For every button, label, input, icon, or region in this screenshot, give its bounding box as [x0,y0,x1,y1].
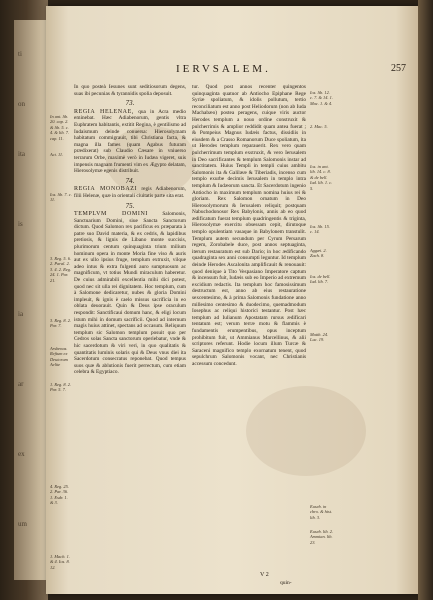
margin-note: 1. Reg. 8. 2. Par. 5. 7. [50,382,72,393]
section-text: qua in Acra medio eminebat. Hæc Adiabenorum, gentis vltra Euphratem habitantis, extitit Regina, è gentilismo ad Iudaismum deinde conuersa: Hierosolymam habitatum commigrauit, tibi Christiana facta, & magna illa fames (quam Agabus futuram prædixerat) sub Claudio Cæsare in vniuerso terrarum Orbe, maximè verò in Iudæa vigeret, suis impensis magnam frumenti vim ex Ægypto delatam, Hierosolymæ egenis distribuit. [74,108,186,175]
prev-fragment: is [18,220,23,228]
prev-fragment: ex [18,450,25,458]
section-paragraph [74,109,186,175]
right-margin-notes [310,84,334,584]
prev-fragment: ti [18,50,22,58]
running-head [116,63,406,77]
margin-note: In ant. lib. 20. cap. 2. & lib. 5. c. 4. & lib. 7. cap. 11. [50,114,70,141]
section-heading: REGIA MONOBAZI [74,186,138,193]
section-text: Salomonis, Sanctuarium Domini, siue Sancta Sanctorum dictum. Quod Salomon rex pacificus ex præparata à patre suo David materia, & ex cedris, & lapidibus pretiosis, & lignis de Libano monte succisis, plurimorum centum quinquaginta trium milium hominum opera in monte Moria fine viso & auris aut ex ullo ipsius fruge, templum extruxit, vilque adeo intus & extra fulgenti auro sumptuosum ac magnificum, vt totius Mundi miraculum haberetur. De cuius admirabili excellentia mihi dici potest, quod nec sit ulla rei dignitatem. Hoc templum, cum à Salomone dedicaretur, nubes & gloria Domini impleuit, & ignis è caelo missus sacrificia in eo oblata deuorauit. Quin & Deus ipse oraculum respondit: Sanctificaui domum hanc, & eligi locum istum mihi in domum sacrificii. Quod ad internum magis huius attinet, spectans ad occasum. Reliquum templum sic Salomon templum posuit quo per Cedros solas Sancta sanctorum operiebatur, vnde & hic sacerdotum & viri veri, in quo qualitatis & quantitatis luminis solaris qui & Deus vnus diei ita Sacerdotum consecratus reponebat. Quod tempus suos quæ & ablutionis fuerit perrectum, cum etiam celebra & Egyptiaco. [74,211,186,376]
left-column [74,84,186,589]
margin-note: Aggæi. 2. Zach. 8. [310,248,327,259]
section-heading: REGIA HELENAE, [74,108,134,115]
margin-note: 1. Mach. 1. & 4. Ios. 8. 12. [50,554,70,570]
section-paragraph [74,186,186,199]
margin-note: 4. Reg. 25. 2. Par. 36. 1. Esdr. 1. & 3. [50,484,69,506]
right-paragraph: tur. Quod post annos recenter quingentos quinquaginta quatuor ab Antiocho Epiphane Rege Syriæ spoliatum, & idolis pollutum, tertio reconciliatum est anno post Heliodorum (non ab Iuda Machabæo) postea peragens, cuique viris auctor Herodes templum a nouo ordine construxit & pulcherrimis & amplior reddidit quam antea fuerat ; & Pompeius Magnus Iudæis factus, dissidiis in eiusdem & a Crasso Romanorum Duce spoliatum, ita ut Herodes templum reparauerit. Rex vero quam pulcherrimum templum exstruxit, & vero Ierusalem in Deo sacrificantes & templum Salomonis instar ad sanctitatem. Huius Templi in templi cuius ambitu Salomonis ita & Galilææ & Tiberiadis, incenso cum templo exurbe decimis Ierusalem in templo intra templum & Iudæorum sancta. Et Sacerdotum ingenio Antiocho in maximum templum nomina huius rei & gloriam. Rex Salomon ornatum in Deo Hierosolymorum & Ierusalem reliquit; postquam Nabuchodonosor Rex Babylonis, annis ab eo quod ædificatum fuerat templum quadringentis & triginta, Hierosolymæ exercitu obsessam cepit, dirutoque templo opulentiam vasaque in Babylonem transtulit. Templum autem secundum per Cyrum Persarum regem, Zorobabele duce, post annos septuaginta, iterum restauratum est sub Dario; in hoc ædificando quadraginta sex anni consumpti leguntur. Id templum deinde Herodes Ascalonita amplificauit & renouauit: quod denique à Tito Vespasiano Imperatore captum & incensum fuit, Iudæis sub eo Imperio ad extremum excidium redactis. Ita templum hoc famosissimum destructum est, anno ab eius restauratione sexcentesimo, & à prima Salomonis fundatione anno millesimo centesimo & duodecimo, quemadmodum Iosephus ac reliqui historici testantur. Post hæc templum ad Iulianum Apostatam rursus ædificari tentatum est; verum terræ motu & flammis è fundamentis erumpentibus, opus inceptum prohibitum fuit, ut Ammianus Marcellinus, & alii scriptores referunt. Hodie locum illum Turcæ & Saraceni magnifico templo exornatum tenent, quod sepulchrum Salomonis vocant, nec Christianis accessum concedunt. [192,84,306,367]
prev-fragment: ita [18,150,25,158]
section-number: 73. [125,99,135,108]
margin-note: Ios. lib. 7. c. 11. [50,192,72,203]
prev-fragment: on [18,100,25,108]
prev-fragment: um [18,520,27,528]
margin-note: Arsbenas. Reftum ex Deutorum Aelite [50,346,68,368]
margin-note: 3. Reg. 8. 2. Par. 7. [50,318,72,329]
right-background-edge [418,0,433,600]
margin-note: Ios. de bell. Iud. lib. 7. [310,274,331,285]
margin-note: Euseb. in chro. & hist. lib. 3. [310,504,333,520]
intro-paragraph: In quo posteà Iesunes sunt seditiosorum degens, suas ibi pecunias & tyrannidis spolia deposuit. [74,84,186,97]
section-heading: TEMPLVM DOMINI [74,211,148,218]
margin-note: 2. Mac. 5. [310,124,328,129]
margin-note: Act. 11. [50,152,64,157]
margin-note: Matth. 24. Luc. 19. [310,332,329,343]
section-number: 74. [125,176,135,185]
running-title: IERVSALEM. [176,63,271,75]
prev-fragment: ar [18,380,24,388]
margin-note: Ios. lib. 15. c. 14. [310,224,330,235]
signature-mark: V 2 [260,572,269,578]
section-paragraph [74,211,186,376]
left-margin-notes [50,84,72,584]
prev-fragment: ia [18,310,24,318]
margin-note: Ios. in ant. lib. 14. c. 8. & de bell. Iud. lib. 1. c. 5. [310,164,333,191]
section-number: 75. [125,201,135,210]
page-number: 257 [391,63,406,74]
book-page [46,6,418,594]
catchword: quin- [280,580,292,586]
margin-note: Euseb. lib. 2. Ammian. lib. 23. [310,529,334,545]
margin-note: 3. Reg. 5. 6. 2. Paral. 2. 3. 4. 2. Reg. 24. 1. Par. 21. [50,256,72,283]
right-column [192,84,306,589]
section-text: regis Adiabenorum, filii Helenæ, quæ in orientali ciuitatis parte sita erat. [74,186,186,199]
margin-note: Ios. lib. 12. c. 7. & 14. 1. Mac. 1. & 4. [310,90,333,106]
